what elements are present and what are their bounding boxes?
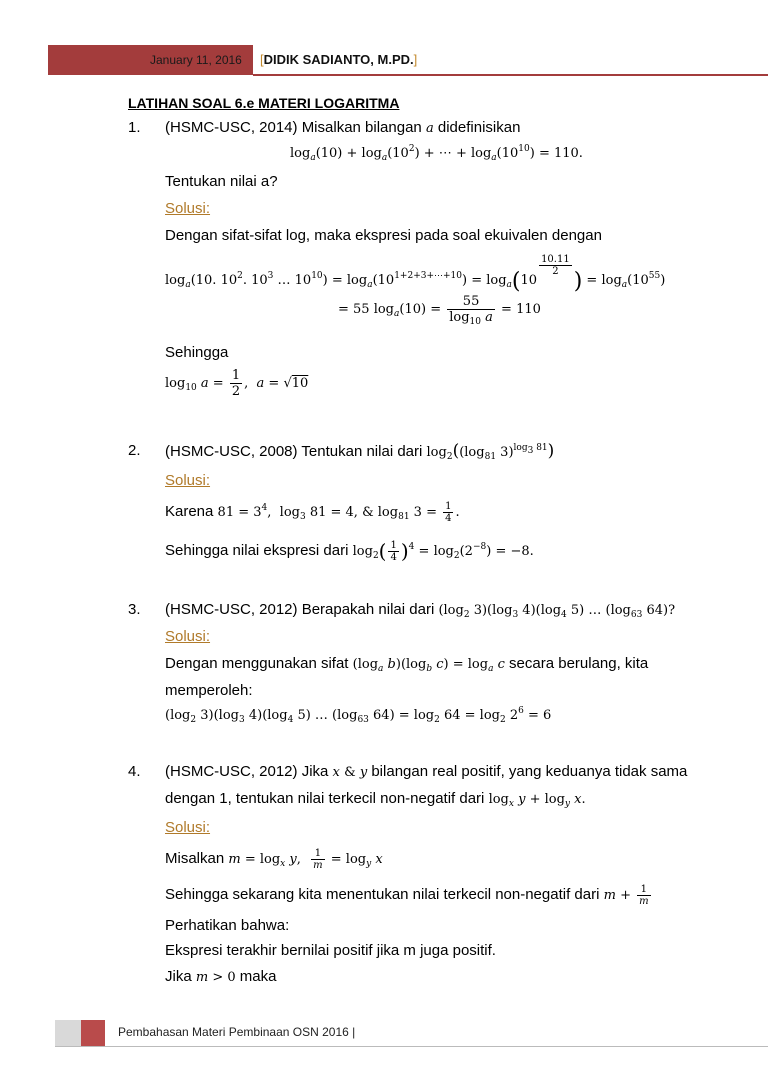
problem-1-result: $\log_{10} a$ = $\frac{1}{2}$ , a = √10 [165,368,309,399]
problem-4-solution-label: Solusi: [165,819,211,836]
problem-2-number: 2. [128,442,141,459]
problem-1-question-end: didefinisikan [437,119,521,136]
problem-4-question-line-2 [165,790,586,809]
problem-4-sehingga: Sehingga sekarang kita menentukan nilai terkecil non-negatif dari [165,886,600,903]
problem-1-derivation-line-1: $\log_a(10$. $10^2$. $10^3$ … $10^{10}) = \log_a(10^{1+2+3+\cdots+10}) = \log_a(10$ $\frac{10.11}{2}$ ) = $\log_a(10^{55})$ [165,254,666,294]
problem-4-expression: $\log_x y + \log_y x$. [488,792,586,809]
problem-3-result: ($\log_2$ $3)(\log_3$ $4)(\log_4$ 5) … ($\log_{63}$ $64) = \log_2 64 = \log_2 2^6 = 6$ [165,706,552,725]
problem-1-sehingga: Sehingga [165,344,229,361]
problem-2-expression: $\log_2((\log_{81}$ 3)$^{log_3 81}$) [426,441,555,462]
problem-3-number: 3. [128,601,141,618]
problem-3-property: ($\log_a$ $b)(\log_b$ $c) = \log_a c$ [352,657,505,674]
problem-1-solution-intro: Dengan sifat-sifat log, maka ekspresi pada soal ekuivalen dengan [165,227,602,244]
problem-4-number: 4. [128,763,141,780]
problem-4-line-2 [165,884,653,907]
problem-2-question [165,442,554,462]
problem-1-ask: Tentukan nilai a? [165,173,278,190]
problem-1-number: 1. [128,119,141,136]
problem-2-sehingga: Sehingga nilai ekspresi dari [165,542,349,559]
problem-4-maka: maka [239,968,277,985]
problem-1-solution-label: Solusi: [165,200,211,217]
problem-4-perhatikan: Perhatikan bahwa: [165,917,290,934]
problem-4-misalkan: Misalkan [165,850,225,867]
footer-rule [55,1046,768,1047]
problem-3-solution-label: Solusi: [165,628,211,645]
problem-3-line-1 [165,655,648,674]
problem-1-question-text: (HSMC-USC, 2014) Misalkan bilangan [165,119,422,136]
problem-1-equation: $\log_a(10) + \log_a(10^2)$ + ⋯ + $\log_a(10^{10}) = 110$. [290,144,583,163]
footer-text: Pembahasan Materi Pembinaan OSN 2016 | [118,1025,356,1039]
header-rule [253,74,768,76]
problem-3-question [165,601,675,620]
problem-2-line-2 [165,540,534,563]
problem-3-expression: ($\log_2$ $3)(\log_3$ $4)(\log_4$ 5) … ($\log_{63}$ 64)? [438,603,676,620]
problem-4-vars: x [332,765,340,780]
footer-red-block [81,1020,105,1046]
problem-4-substitution: $m = \log_x y$, $\frac{1}{m}$ = $\log_y x$ [228,848,383,871]
footer-gray-block [55,1020,81,1046]
problem-3-sifat-end: secara berulang, kita [509,655,649,672]
problem-3-memperoleh: memperoleh: [165,682,253,699]
author-name: DIDIK SADIANTO, M.PD. [263,52,414,67]
problem-4-line-5 [165,968,276,987]
problem-3-question-text: (HSMC-USC, 2012) Berapakah nilai dari [165,601,435,618]
problem-4-question2: dengan 1, tentukan nilai terkecil non-negatif dari [165,790,485,807]
page-title: LATIHAN SOAL 6.e MATERI LOGARITMA [128,95,400,111]
problem-4-question: (HSMC-USC, 2012) Jika x & y bilangan real positif, yang keduanya tidak sama [165,763,688,780]
problem-3-sifat: Dengan menggunakan sifat [165,655,349,672]
problem-2-line-1 [165,501,460,524]
problem-4-line-1 [165,848,383,871]
problem-2-result: $\log_2$( $\frac{1}{4}$ )$^4 = \log_2(2^{-8}) = -8$. [352,539,534,563]
problem-4-question-end: bilangan real positif, yang keduanya tidak sama [371,763,688,780]
problem-4-ekspresi: Ekspresi terakhir bernilai positif jika m juga positif. [165,942,496,959]
problem-4-jika: Jika [165,968,192,985]
problem-1-derivation-line-2: = 55 $\log_a(10)$ = $\frac{55}{\log_{10} a}$ = 110 [338,294,541,327]
problem-2-karena: Karena [165,503,214,520]
problem-1-question-var: a [425,121,434,136]
problem-2-facts: $81 = 3^4$, $\log_3 81 = 4$, & $\log_{81} 3$ = $\frac{1}{4}$ . [217,501,460,524]
problem-2-question-text: (HSMC-USC, 2008) Tentukan nilai dari [165,443,423,460]
problem-4-target: m + $\frac{1}{m}$ [603,884,649,907]
problem-2-solution-label: Solusi: [165,472,211,489]
problem-4-condition: m > 0 [195,970,236,985]
header-author: [DIDIK SADIANTO, M.PD.] [260,52,418,67]
problem-1-question [165,119,520,138]
problem-4-question-text: (HSMC-USC, 2012) Jika [165,763,329,780]
header-date: January 11, 2016 [150,53,242,67]
